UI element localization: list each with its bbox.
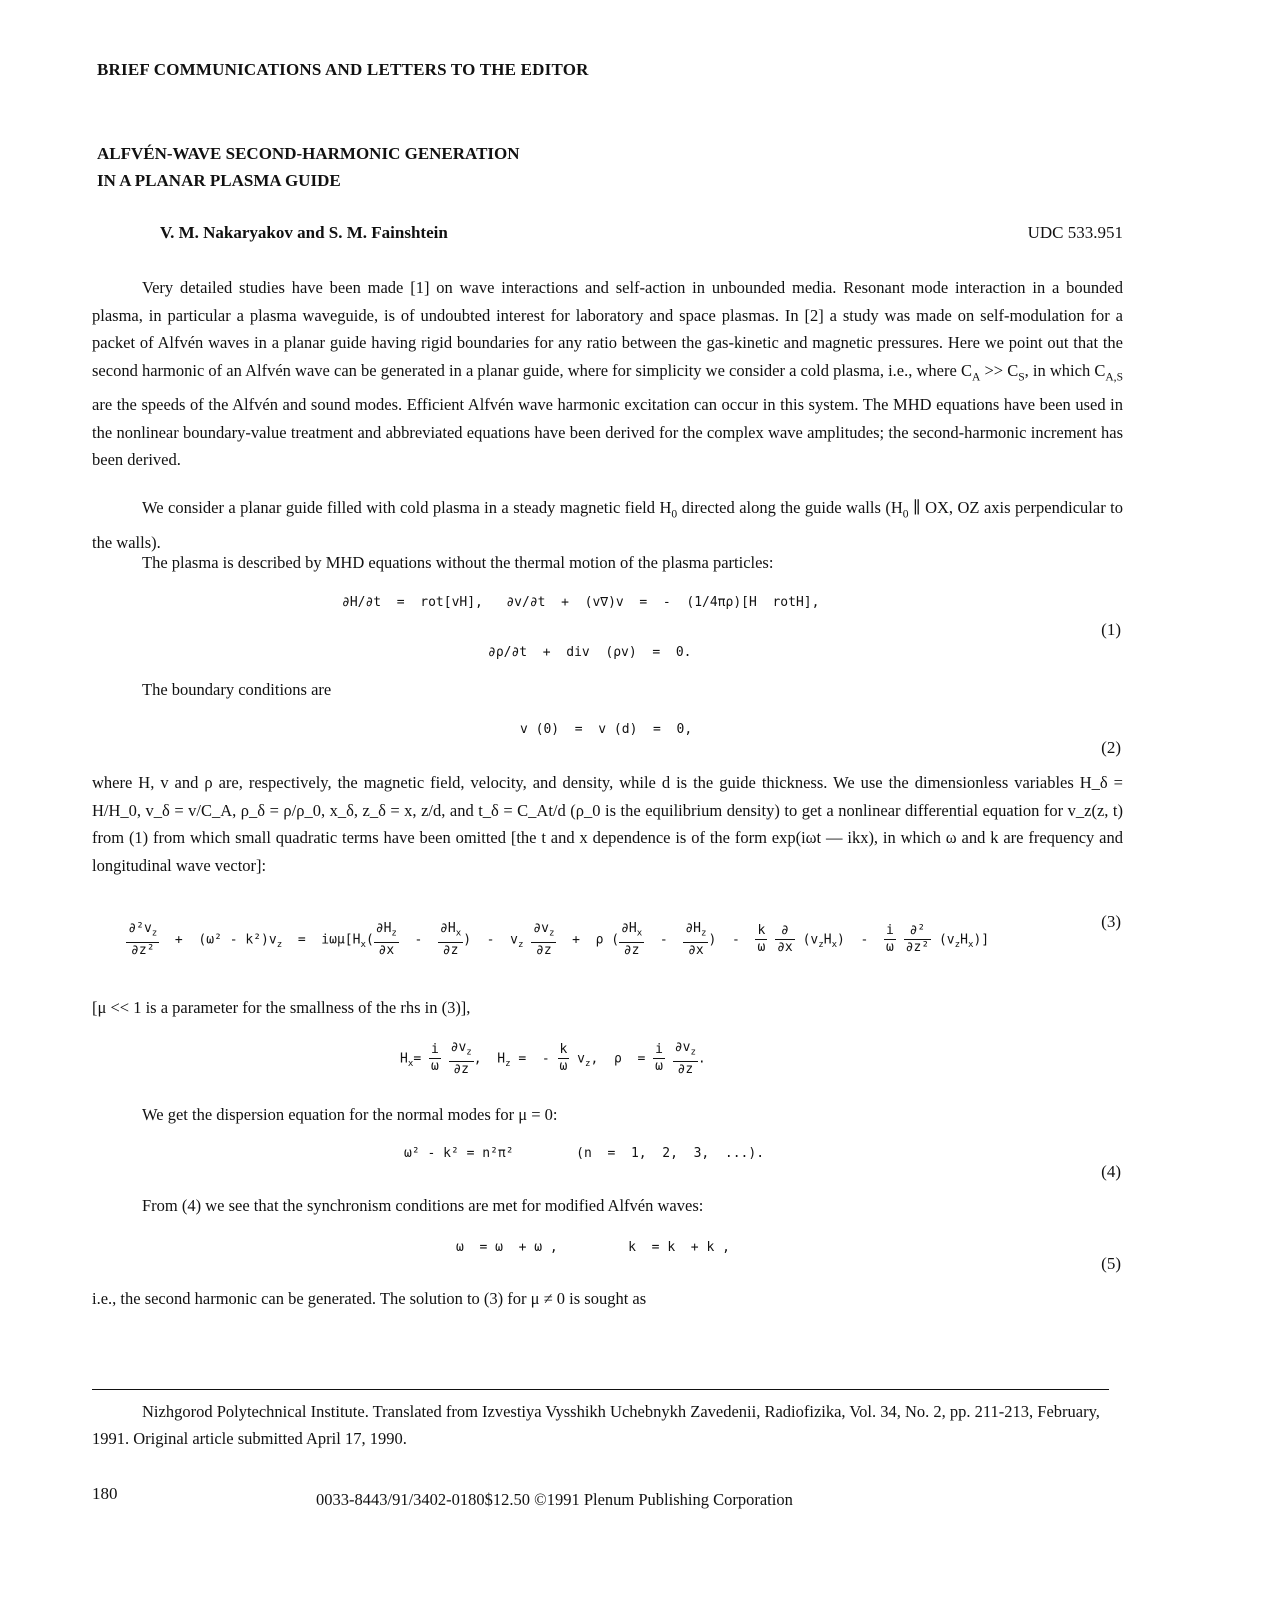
page-number: 180 bbox=[92, 1484, 118, 1503]
paragraph-mhd: The plasma is described by MHD equations without the thermal motion of the plasma particles: bbox=[142, 553, 774, 572]
footnote-rule bbox=[92, 1389, 1109, 1390]
paragraph-synchronism: From (4) we see that the synchronism conditions are met for modified Alfvén waves: bbox=[142, 1196, 704, 1215]
equation-1-line-2: ∂ρ/∂t + div (ρv) = 0. bbox=[488, 645, 692, 660]
copyright-line: 0033-8443/91/3402-0180$12.50 ©1991 Plenum Publishing Corporation bbox=[316, 1490, 793, 1509]
equation-2-number: (2) bbox=[1101, 738, 1121, 757]
paragraph-dispersion: We get the dispersion equation for the normal modes for μ = 0: bbox=[142, 1105, 558, 1124]
equation-5-number: (5) bbox=[1101, 1254, 1121, 1273]
paragraph-planar-guide: We consider a planar guide filled with cold plasma in a steady magnetic field $H_0$ directed along the guide walls ($H_0$ ∥ OX, OZ axis perpendicular to the walls). bbox=[92, 498, 1123, 552]
paragraph-variables: where H, v and ρ are, respectively, the magnetic field, velocity, and density, while d is the guide thickness. We use the dimensionless variables H_δ = H/H_0, v_δ = v/C_A, ρ_δ = ρ/ρ_0, x_δ, z_δ = x, z/d, and t_δ = C_At/d (ρ_0 is the equilibrium density) to get a nonlinear differential equation for v_z(z, t) from (1) from which small quadratic terms have been omitted [the t and x dependence is of the form exp(iωt — ikx), in which ω and k are frequency and longitudinal wave vector]: bbox=[92, 773, 1123, 875]
equation-4-number: (4) bbox=[1101, 1162, 1121, 1181]
equation-3: $\frac{\partial^2v_z}{\text{∂z²}}$ + $(\omega^2 - k^2)v_z = i\omega\mu[H_x$( $\frac{\partial H_z}{\partial x}$ - $\frac{\partial H_x}{\partial z}$ ) - $v_z$ $\frac{\partial v_z}{\partial z}$ + ρ ( $\frac{\partial H_x}{\partial z}$ - $\frac{\partial H_z}{\partial x}$ ) - $\frac{k}{\omega}$ $\frac{\partial}{\partial x}$ $(v_zH_x)$ - $\frac{i}{\omega}$ $\frac{\text{∂²}}{\text{∂z²}}$ $(v_zH_x)$] bbox=[128, 921, 990, 958]
journal-section-header: BRIEF COMMUNICATIONS AND LETTERS TO THE EDITOR bbox=[97, 60, 589, 79]
paragraph-solution: i.e., the second harmonic can be generated. The solution to (3) for μ ≠ 0 is sought as bbox=[92, 1289, 647, 1308]
article-title bbox=[97, 140, 520, 194]
equation-1-number: (1) bbox=[1101, 620, 1121, 639]
equation-2: v (0) = v (d) = 0, bbox=[520, 722, 693, 737]
paragraph-boundary: The boundary conditions are bbox=[142, 680, 332, 699]
title-line-2: IN A PLANAR PLASMA GUIDE bbox=[97, 171, 341, 190]
authors: V. M. Nakaryakov and S. M. Fainshtein bbox=[160, 223, 448, 242]
equation-1-line-1: ∂H/∂t = rot[vH], ∂v/∂t + (v∇)v = - (1/4πρ)[H rotH], bbox=[342, 595, 820, 610]
equation-3-number: (3) bbox=[1101, 912, 1121, 931]
title-line-1: ALFVÉN-WAVE SECOND-HARMONIC GENERATION bbox=[97, 144, 520, 163]
equation-4: ω² - k² = n²π² (n = 1, 2, 3, ...). bbox=[404, 1146, 765, 1161]
paragraph-mu: [μ << 1 is a parameter for the smallness of the rhs in (3)], bbox=[92, 998, 471, 1017]
equation-h-rho: $H_x=$ $\frac{i}{\omega}$ $\frac{\partial v_z}{\partial z}$ , $H_z$ = - $\frac{k}{\omega}$ $v_z$, ρ = $\frac{i}{\omega}$ $\frac{\partial v_z}{\partial z}$ . bbox=[400, 1040, 706, 1077]
equation-5: ω = ω + ω , k = k + k , bbox=[456, 1240, 730, 1255]
paragraph-intro: Very detailed studies have been made [1] on wave interactions and self-action in unbounded media. Resonant mode interaction in a bounded plasma, in particular a plasma waveguide, is of undoubted interest for laboratory and space plasmas. In [2] a study was made on self-modulation for a packet of Alfvén waves in a planar guide having rigid boundaries for any ratio between the gas-kinetic and magnetic pressures. Here we point out that the second harmonic of an Alfvén wave can be generated in a planar guide, where for simplicity we consider a cold plasma, i.e., where $C_A >> C_S$, in which $C_{A,S}$ are the speeds of the Alfvén and sound modes. Efficient Alfvén wave harmonic excitation can occur in this system. The MHD equations have been used in the nonlinear boundary-value treatment and abbreviated equations have been derived for the complex wave amplitudes; the second-harmonic increment has been derived. bbox=[92, 278, 1123, 470]
udc-code: UDC 533.951 bbox=[1027, 223, 1123, 242]
footnote: Nizhgorod Polytechnical Institute. Translated from Izvestiya Vysshikh Uchebnykh Zavedenii, Radiofizika, Vol. 34, No. 2, pp. 211-213, February, 1991. Original article submitted April 17, 1990. bbox=[92, 1402, 1100, 1448]
